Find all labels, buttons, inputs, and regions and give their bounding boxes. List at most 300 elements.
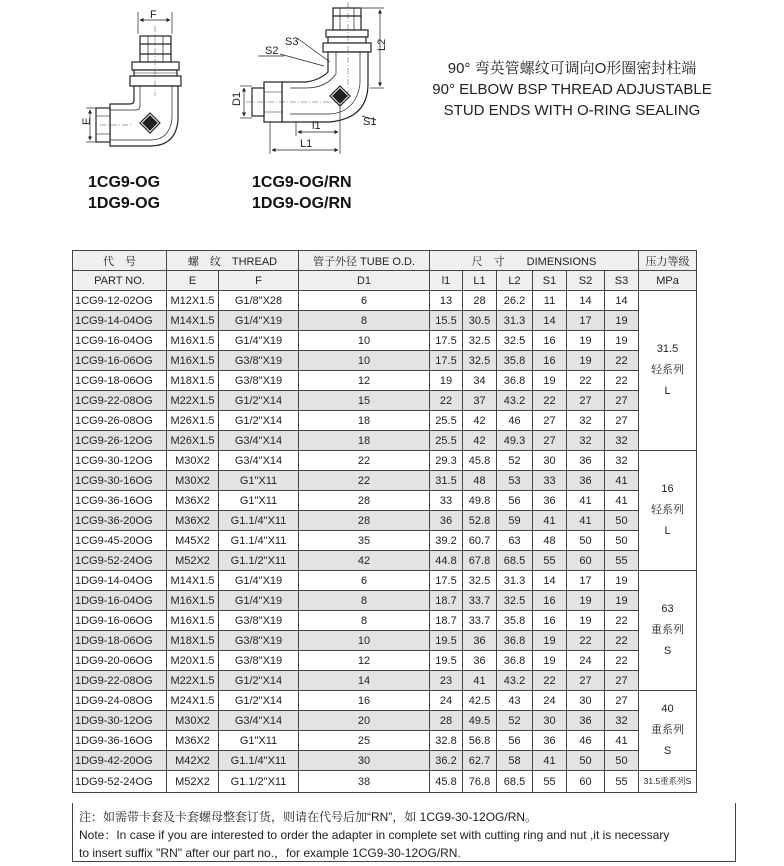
header-code: 代 号: [73, 251, 167, 271]
table-cell: 19: [567, 351, 605, 371]
table-cell: 32.8: [430, 731, 463, 751]
part-number-cell: 1DG9-20-06OG: [73, 651, 167, 671]
table-cell: 17.5: [430, 331, 463, 351]
table-cell: 18: [299, 411, 430, 431]
part-number-cell: 1DG9-30-12OG: [73, 711, 167, 731]
table-cell: 60: [567, 551, 605, 571]
table-cell: 18: [299, 431, 430, 451]
table-cell: G1/2"X14: [219, 671, 299, 691]
part-number-cell: 1DG9-24-08OG: [73, 691, 167, 711]
table-cell: 32.5: [463, 571, 497, 591]
table-cell: 50: [605, 511, 639, 531]
table-cell: M52X2: [167, 551, 219, 571]
table-cell: 68.5: [497, 771, 533, 793]
pressure-class-line: L: [664, 385, 671, 397]
table-cell: 43.2: [497, 671, 533, 691]
table-row: [73, 711, 697, 731]
table-cell: M14X1.5: [167, 311, 219, 331]
note-chinese: 注：如需带卡套及卡套螺母整套订货，则请在代号后加“RN”，如 1CG9-30-12OG/RN。: [79, 810, 538, 824]
table-cell: 19: [533, 651, 567, 671]
table-cell: 33.7: [463, 611, 497, 631]
table-cell: M26X1.5: [167, 411, 219, 431]
part-number-cell: 1DG9-42-20OG: [73, 751, 167, 771]
table-cell: 41: [605, 471, 639, 491]
pressure-class-cell: [639, 451, 697, 571]
dim-label-l1-inner: l1: [312, 120, 321, 132]
table-cell: 46: [567, 731, 605, 751]
part-number-cell: 1CG9-45-20OG: [73, 531, 167, 551]
table-cell: 32.5: [463, 351, 497, 371]
table-cell: 36: [567, 711, 605, 731]
table-cell: 36: [463, 631, 497, 651]
table-cell: 32: [605, 711, 639, 731]
title-english-line2: STUD ENDS WITH O-RING SEALING: [443, 102, 701, 119]
table-cell: 19: [605, 311, 639, 331]
table-cell: 67.8: [463, 551, 497, 571]
table-cell: 41: [567, 511, 605, 531]
table-cell: 30: [299, 751, 430, 771]
table-cell: 19: [533, 631, 567, 651]
table-cell: G3/8"X19: [219, 371, 299, 391]
table-cell: 53: [497, 471, 533, 491]
table-cell: 32: [567, 431, 605, 451]
table-cell: 22: [430, 391, 463, 411]
table-cell: 24: [533, 691, 567, 711]
table-cell: 19: [605, 331, 639, 351]
part-number-cell: 1DG9-36-16OG: [73, 731, 167, 751]
table-cell: 52: [497, 451, 533, 471]
table-row: [73, 591, 697, 611]
table-cell: 27: [605, 671, 639, 691]
table-cell: 41: [533, 751, 567, 771]
table-cell: 22: [605, 351, 639, 371]
table-cell: 22: [299, 451, 430, 471]
part-number-right-2: 1DG9-OG/RN: [252, 195, 352, 212]
table-cell: 36.2: [430, 751, 463, 771]
table-cell: 36.8: [497, 651, 533, 671]
table-cell: G1.1/2"X11: [219, 771, 299, 793]
table-cell: G3/4"X14: [219, 711, 299, 731]
table-cell: 38: [299, 771, 430, 793]
table-cell: 59: [497, 511, 533, 531]
elbow-drawing-left: [86, 12, 181, 146]
table-cell: 43.2: [497, 391, 533, 411]
table-cell: 14: [605, 291, 639, 311]
table-cell: 36.8: [497, 371, 533, 391]
table-cell: 28: [430, 711, 463, 731]
dim-label-l2: L2: [376, 38, 388, 51]
table-cell: 14: [299, 671, 430, 691]
table-cell: 55: [533, 771, 567, 793]
table-cell: G1/2"X14: [219, 411, 299, 431]
table-cell: 27: [605, 391, 639, 411]
table-row: [73, 411, 697, 431]
spec-table: [72, 250, 697, 793]
table-cell: 25.5: [430, 411, 463, 431]
table-cell: 8: [299, 591, 430, 611]
table-cell: 36: [533, 491, 567, 511]
table-cell: M36X2: [167, 731, 219, 751]
table-cell: 30: [533, 451, 567, 471]
table-cell: 23: [430, 671, 463, 691]
table-header-row-1: [73, 251, 697, 271]
table-cell: 19: [567, 331, 605, 351]
table-cell: 49.3: [497, 431, 533, 451]
header-s3: S3: [605, 271, 639, 291]
table-cell: G1"X11: [219, 471, 299, 491]
table-cell: 16: [533, 351, 567, 371]
table-cell: 43: [497, 691, 533, 711]
table-cell: 10: [299, 351, 430, 371]
header-dimensions: 尺 寸 DIMENSIONS: [430, 251, 639, 271]
table-cell: 45.8: [463, 451, 497, 471]
table-row: [73, 651, 697, 671]
note-english-line2: to insert suffix "RN" after our part no.，for example 1CG9-30-12OG/RN.: [79, 846, 461, 860]
table-cell: G1.1/4"X11: [219, 531, 299, 551]
dim-label-s3: S3: [285, 36, 299, 48]
table-row: [73, 511, 697, 531]
table-header-row-2: [73, 271, 697, 291]
part-number-cell: 1DG9-14-04OG: [73, 571, 167, 591]
pressure-class-line: 31.5: [656, 343, 679, 355]
table-row: [73, 431, 697, 451]
dim-label-f: F: [150, 9, 157, 21]
table-cell: M22X1.5: [167, 391, 219, 411]
table-cell: 27: [605, 411, 639, 431]
table-cell: 49.5: [463, 711, 497, 731]
part-number-cell: 1CG9-18-06OG: [73, 371, 167, 391]
table-cell: 41: [533, 511, 567, 531]
table-cell: 20: [299, 711, 430, 731]
table-cell: 16: [533, 611, 567, 631]
note-english-line1: Note：In case if you are interested to order the adapter in complete set with cutting ring and nut ,it is necessary: [79, 828, 670, 842]
table-cell: M24X1.5: [167, 691, 219, 711]
table-cell: 22: [533, 391, 567, 411]
table-cell: 42: [463, 411, 497, 431]
table-cell: G1/4"X19: [219, 571, 299, 591]
table-cell: 6: [299, 571, 430, 591]
table-cell: 42: [463, 431, 497, 451]
table-cell: 36: [567, 471, 605, 491]
table-cell: 44.8: [430, 551, 463, 571]
table-cell: 31.3: [497, 571, 533, 591]
table-cell: 29.3: [430, 451, 463, 471]
table-cell: 33: [533, 471, 567, 491]
part-number-cell: 1CG9-26-08OG: [73, 411, 167, 431]
table-cell: 25.5: [430, 431, 463, 451]
table-cell: 19: [605, 591, 639, 611]
table-cell: 42.5: [463, 691, 497, 711]
pressure-class-line: L: [664, 525, 671, 537]
table-cell: 60.7: [463, 531, 497, 551]
table-cell: 19: [567, 611, 605, 631]
part-number-left-1: 1CG9-OG: [88, 174, 161, 191]
table-cell: 55: [605, 771, 639, 793]
part-number-cell: 1CG9-30-16OG: [73, 471, 167, 491]
table-cell: 14: [533, 311, 567, 331]
table-cell: M45X2: [167, 531, 219, 551]
table-cell: M14X1.5: [167, 571, 219, 591]
part-number-cell: 1CG9-36-16OG: [73, 491, 167, 511]
table-cell: 32: [567, 411, 605, 431]
pressure-class-line: 31.5重系列S: [643, 776, 692, 786]
table-row: [73, 691, 697, 711]
table-cell: 36: [463, 651, 497, 671]
header-part-no: PART NO.: [73, 271, 167, 291]
table-cell: M22X1.5: [167, 671, 219, 691]
part-number-cell: 1CG9-14-04OG: [73, 311, 167, 331]
pressure-class-line: 重系列: [651, 624, 684, 636]
pressure-class-cell: [639, 291, 697, 451]
table-cell: M30X2: [167, 711, 219, 731]
pressure-class-cell: [639, 691, 697, 771]
table-cell: 19: [533, 371, 567, 391]
table-cell: 16: [533, 591, 567, 611]
table-cell: M16X1.5: [167, 591, 219, 611]
pressure-class-line: 重系列: [651, 724, 684, 736]
part-number-cell: 1CG9-16-06OG: [73, 351, 167, 371]
notes-box: [72, 803, 736, 862]
table-row: [73, 551, 697, 571]
table-cell: 50: [567, 751, 605, 771]
table-cell: 33.7: [463, 591, 497, 611]
table-row: [73, 571, 697, 591]
table-cell: 41: [605, 491, 639, 511]
table-cell: 33: [430, 491, 463, 511]
table-cell: 16: [299, 691, 430, 711]
table-cell: 41: [567, 491, 605, 511]
table-cell: 37: [463, 391, 497, 411]
table-cell: 22: [567, 631, 605, 651]
table-cell: 32.5: [497, 331, 533, 351]
table-cell: 24: [430, 691, 463, 711]
table-cell: 22: [567, 371, 605, 391]
table-cell: 36: [567, 451, 605, 471]
table-cell: 36: [533, 731, 567, 751]
part-number-cell: 1CG9-52-24OG: [73, 551, 167, 571]
table-cell: 27: [533, 411, 567, 431]
part-number-cell: 1CG9-30-12OG: [73, 451, 167, 471]
table-cell: M18X1.5: [167, 371, 219, 391]
table-cell: M18X1.5: [167, 631, 219, 651]
table-cell: 22: [533, 671, 567, 691]
table-cell: 22: [605, 651, 639, 671]
table-cell: 48: [533, 531, 567, 551]
table-cell: 56: [497, 731, 533, 751]
table-cell: 36.8: [497, 631, 533, 651]
table-cell: 32: [605, 431, 639, 451]
pressure-class-line: S: [663, 645, 672, 657]
table-cell: 50: [605, 751, 639, 771]
table-cell: M16X1.5: [167, 331, 219, 351]
part-number-cell: 1DG9-52-24OG: [73, 771, 167, 793]
part-number-cell: 1DG9-16-04OG: [73, 591, 167, 611]
table-cell: 11: [533, 291, 567, 311]
table-cell: 17.5: [430, 351, 463, 371]
table-cell: G3/4"X14: [219, 431, 299, 451]
table-cell: 56.8: [463, 731, 497, 751]
table-cell: 50: [605, 531, 639, 551]
dim-label-d1: D1: [231, 91, 243, 106]
table-cell: 27: [567, 391, 605, 411]
part-number-right-1: 1CG9-OG/RN: [252, 174, 352, 191]
table-cell: 22: [605, 371, 639, 391]
table-cell: 55: [605, 551, 639, 571]
table-cell: 18.7: [430, 591, 463, 611]
header-e: E: [167, 271, 219, 291]
table-cell: 12: [299, 651, 430, 671]
table-cell: 14: [567, 291, 605, 311]
table-cell: G3/8"X19: [219, 611, 299, 631]
table-row: [73, 451, 697, 471]
part-number-cell: 1CG9-16-04OG: [73, 331, 167, 351]
dim-label-l1-outer: L1: [300, 138, 313, 150]
table-cell: 41: [605, 731, 639, 751]
table-cell: 56: [497, 491, 533, 511]
table-row: [73, 311, 697, 331]
header-thread: 螺 纹 THREAD: [167, 251, 299, 271]
table-cell: G1.1/4"X11: [219, 751, 299, 771]
part-number-cell: 1DG9-16-06OG: [73, 611, 167, 631]
table-cell: 28: [299, 511, 430, 531]
table-cell: G3/4"X14: [219, 451, 299, 471]
pressure-class-line: 轻系列: [651, 364, 684, 376]
table-cell: 62.7: [463, 751, 497, 771]
table-cell: M36X2: [167, 491, 219, 511]
table-cell: G1/8"X28: [219, 291, 299, 311]
table-cell: 31.3: [497, 311, 533, 331]
table-cell: 28: [463, 291, 497, 311]
table-cell: 19: [605, 571, 639, 591]
table-row: [73, 731, 697, 751]
table-cell: 45.8: [430, 771, 463, 793]
table-cell: 34: [463, 371, 497, 391]
table-cell: 41: [463, 671, 497, 691]
header-tube-od: 管子外径 TUBE O.D.: [299, 251, 430, 271]
table-row: [73, 631, 697, 651]
header-l1-small: l1: [430, 271, 463, 291]
table-cell: M30X2: [167, 451, 219, 471]
table-cell: 25: [299, 731, 430, 751]
pressure-class-cell: [639, 571, 697, 691]
table-cell: 22: [605, 611, 639, 631]
table-cell: 14: [533, 571, 567, 591]
table-cell: M30X2: [167, 471, 219, 491]
table-cell: 30.5: [463, 311, 497, 331]
header-f: F: [219, 271, 299, 291]
table-cell: 10: [299, 331, 430, 351]
table-cell: G1/2"X14: [219, 691, 299, 711]
table-cell: 16: [533, 331, 567, 351]
part-number-cell: 1CG9-26-12OG: [73, 431, 167, 451]
table-row: [73, 471, 697, 491]
header-l2: L2: [497, 271, 533, 291]
table-cell: 22: [299, 471, 430, 491]
part-number-cell: 1CG9-36-20OG: [73, 511, 167, 531]
table-cell: 17: [567, 571, 605, 591]
table-cell: G1"X11: [219, 491, 299, 511]
table-cell: G1/2"X14: [219, 391, 299, 411]
part-number-cell: 1CG9-22-08OG: [73, 391, 167, 411]
pressure-class-line: 63: [661, 603, 674, 615]
table-row: [73, 331, 697, 351]
table-cell: 68.5: [497, 551, 533, 571]
table-cell: M12X1.5: [167, 291, 219, 311]
table-cell: 17: [567, 311, 605, 331]
table-cell: 35: [299, 531, 430, 551]
table-cell: 19: [567, 591, 605, 611]
table-cell: 49.8: [463, 491, 497, 511]
table-cell: 27: [605, 691, 639, 711]
table-cell: 58: [497, 751, 533, 771]
table-cell: 27: [567, 671, 605, 691]
table-cell: 26.2: [497, 291, 533, 311]
table-cell: 35.8: [497, 351, 533, 371]
table-cell: 76.8: [463, 771, 497, 793]
title-english-line1: 90° ELBOW BSP THREAD ADJUSTABLE: [432, 81, 712, 98]
table-cell: 63: [497, 531, 533, 551]
table-cell: 30: [567, 691, 605, 711]
table-row: [73, 391, 697, 411]
table-row: [73, 531, 697, 551]
table-cell: 42: [299, 551, 430, 571]
table-cell: 17.5: [430, 571, 463, 591]
table-cell: G1.1/4"X11: [219, 511, 299, 531]
table-cell: 10: [299, 631, 430, 651]
table-cell: 24: [567, 651, 605, 671]
table-cell: M16X1.5: [167, 611, 219, 631]
header-d1: D1: [299, 271, 430, 291]
table-cell: 15: [299, 391, 430, 411]
title-chinese: 90° 弯英管螺纹可调向O形圈密封柱端: [447, 60, 697, 77]
part-number-cell: 1CG9-12-02OG: [73, 291, 167, 311]
dim-label-s1: S1: [363, 116, 377, 128]
table-cell: G3/8"X19: [219, 631, 299, 651]
product-title: [392, 58, 752, 121]
table-row: [73, 611, 697, 631]
table-cell: 60: [567, 771, 605, 793]
table-cell: G1/4"X19: [219, 331, 299, 351]
header-s2: S2: [567, 271, 605, 291]
table-cell: 22: [605, 631, 639, 651]
table-cell: M52X2: [167, 771, 219, 793]
table-cell: 55: [533, 551, 567, 571]
header-mpa: MPa: [639, 271, 697, 291]
table-cell: 18.7: [430, 611, 463, 631]
part-number-cell: 1DG9-22-08OG: [73, 671, 167, 691]
header-pressure: 压力等级: [639, 251, 697, 271]
header-l1-large: L1: [463, 271, 497, 291]
table-cell: 52: [497, 711, 533, 731]
table-cell: 32.5: [463, 331, 497, 351]
table-cell: 12: [299, 371, 430, 391]
table-cell: G1/4"X19: [219, 311, 299, 331]
table-row: [73, 371, 697, 391]
table-cell: 30: [533, 711, 567, 731]
table-cell: 6: [299, 291, 430, 311]
table-cell: M20X1.5: [167, 651, 219, 671]
table-cell: G1.1/2"X11: [219, 551, 299, 571]
table-cell: 32: [605, 451, 639, 471]
header-s1: S1: [533, 271, 567, 291]
table-cell: 52.8: [463, 511, 497, 531]
table-cell: 35.8: [497, 611, 533, 631]
table-cell: 19.5: [430, 631, 463, 651]
dim-label-s2: S2: [265, 45, 279, 57]
table-cell: M36X2: [167, 511, 219, 531]
table-cell: 19: [430, 371, 463, 391]
pressure-class-line: 轻系列: [651, 504, 684, 516]
